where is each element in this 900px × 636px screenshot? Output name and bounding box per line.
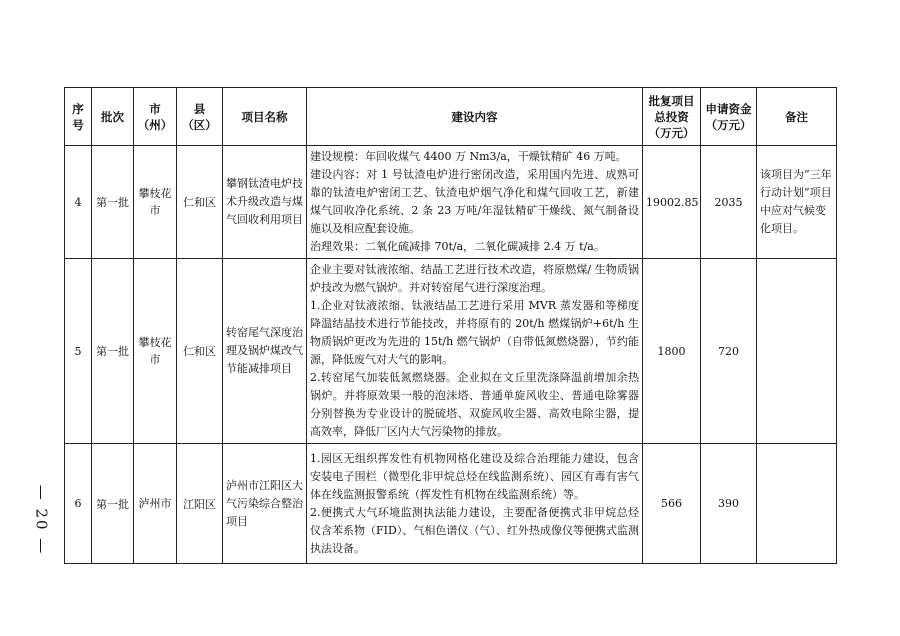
row-city: 攀枝花市 xyxy=(134,259,177,444)
row-seq: 5 xyxy=(65,259,92,444)
header-batch: 批次 xyxy=(92,88,134,146)
table-row xyxy=(65,259,837,444)
header-content: 建设内容 xyxy=(307,88,643,146)
row-city: 泸州市 xyxy=(134,444,177,564)
content-paragraph: 2.便携式大气环境监测执法能力建设，主要配备便携式非甲烷总烃仪含苯系物（FID）、气相色谱仪（气）、红外热成像仪等便携式监测执法设备。 xyxy=(310,505,639,555)
row-content xyxy=(307,259,643,444)
page-number-text: — 20 — xyxy=(32,484,50,556)
header-county: 县（区） xyxy=(177,88,223,146)
header-remark: 备注 xyxy=(757,88,837,146)
header-project-name: 项目名称 xyxy=(223,88,307,146)
row-investment: 566 xyxy=(643,444,701,564)
row-funds: 720 xyxy=(701,259,757,444)
table-row xyxy=(65,444,837,564)
row-project-name: 泸州市江阳区大气污染综合整治项目 xyxy=(223,444,307,564)
row-county: 仁和区 xyxy=(177,259,223,444)
table-row xyxy=(65,146,837,259)
header-funds: 申请资金（万元） xyxy=(701,88,757,146)
content-paragraph: 治理效果：二氧化硫减排 70t/a，二氧化碳减排 2.4 万 t/a。 xyxy=(310,240,605,253)
projects-table xyxy=(64,87,837,564)
row-seq: 4 xyxy=(65,146,92,259)
row-funds: 390 xyxy=(701,444,757,564)
content-paragraph: 2.转窑尾气加装低氮燃烧器。企业拟在文丘里洗涤降温前增加余热锅炉。并将原效果一般的泡沫塔、普通单旋风收尘、普通电除雾器分别替换为专业设计的脱硫塔、双旋风收尘器、高效电除尘器，提高效率，降低厂区内大气污染物的排放。 xyxy=(310,371,639,438)
content-paragraph: 1.园区无组织挥发性有机物网格化建设及综合治理能力建设，包含安装电子围栏（微型化非甲烷总烃在线监测系统）、园区有毒有害气体在线监测报警系统（挥发性有机物在线监测系统）等。 xyxy=(310,451,639,501)
row-seq: 6 xyxy=(65,444,92,564)
row-city: 攀枝花市 xyxy=(134,146,177,259)
header-city: 市（州） xyxy=(134,88,177,146)
row-content xyxy=(307,146,643,259)
content-paragraph: 1.企业对钛液浓缩、钛液结晶工艺进行采用 MVR 蒸发器和等梯度降温结晶技术进行节能技改，并将原有的 20t/h 燃煤锅炉+6t/h 生物质锅炉更改为先进的 15t/h 燃气锅炉（自带低氮燃烧器），节约能源，降低废气对大气的影响。 xyxy=(310,299,639,366)
page-number xyxy=(28,480,54,560)
content-paragraph: 企业主要对钛液浓缩、结晶工艺进行技术改造，将原燃煤/ 生物质锅炉技改为燃气锅炉。并对转窑尾气进行深度治理。 xyxy=(310,263,639,294)
row-remark xyxy=(757,259,837,444)
row-content xyxy=(307,444,643,564)
content-paragraph: 建设内容：对 1 号钛渣电炉进行密闭改造，采用国内先进、成熟可靠的钛渣电炉密闭工艺、钛渣电炉烟气净化和煤气回收工艺，新建煤气回收净化系统、2 条 23 万吨/年湿钛精矿干燥线、氮气制备设施以及相应配套设施。 xyxy=(310,168,639,235)
header-seq: 序号 xyxy=(65,88,92,146)
header-investment: 批复项目总投资（万元） xyxy=(643,88,701,146)
row-funds: 2035 xyxy=(701,146,757,259)
row-project-name: 攀钢钛渣电炉技术升级改造与煤气回收利用项目 xyxy=(223,146,307,259)
row-batch: 第一批 xyxy=(92,259,134,444)
row-project-name: 转窑尾气深度治理及锅炉煤改气节能减排项目 xyxy=(223,259,307,444)
row-investment: 19002.85 xyxy=(643,146,701,259)
table-header-row xyxy=(65,88,837,146)
row-county: 江阳区 xyxy=(177,444,223,564)
content-paragraph: 建设规模：年回收煤气 4400 万 Nm3/a，干燥钛精矿 46 万吨。 xyxy=(310,150,627,163)
row-remark xyxy=(757,444,837,564)
row-county: 仁和区 xyxy=(177,146,223,259)
row-batch: 第一批 xyxy=(92,146,134,259)
row-batch: 第一批 xyxy=(92,444,134,564)
row-investment: 1800 xyxy=(643,259,701,444)
row-remark: 该项目为“三年行动计划”项目中应对气候变化项目。 xyxy=(757,146,837,259)
